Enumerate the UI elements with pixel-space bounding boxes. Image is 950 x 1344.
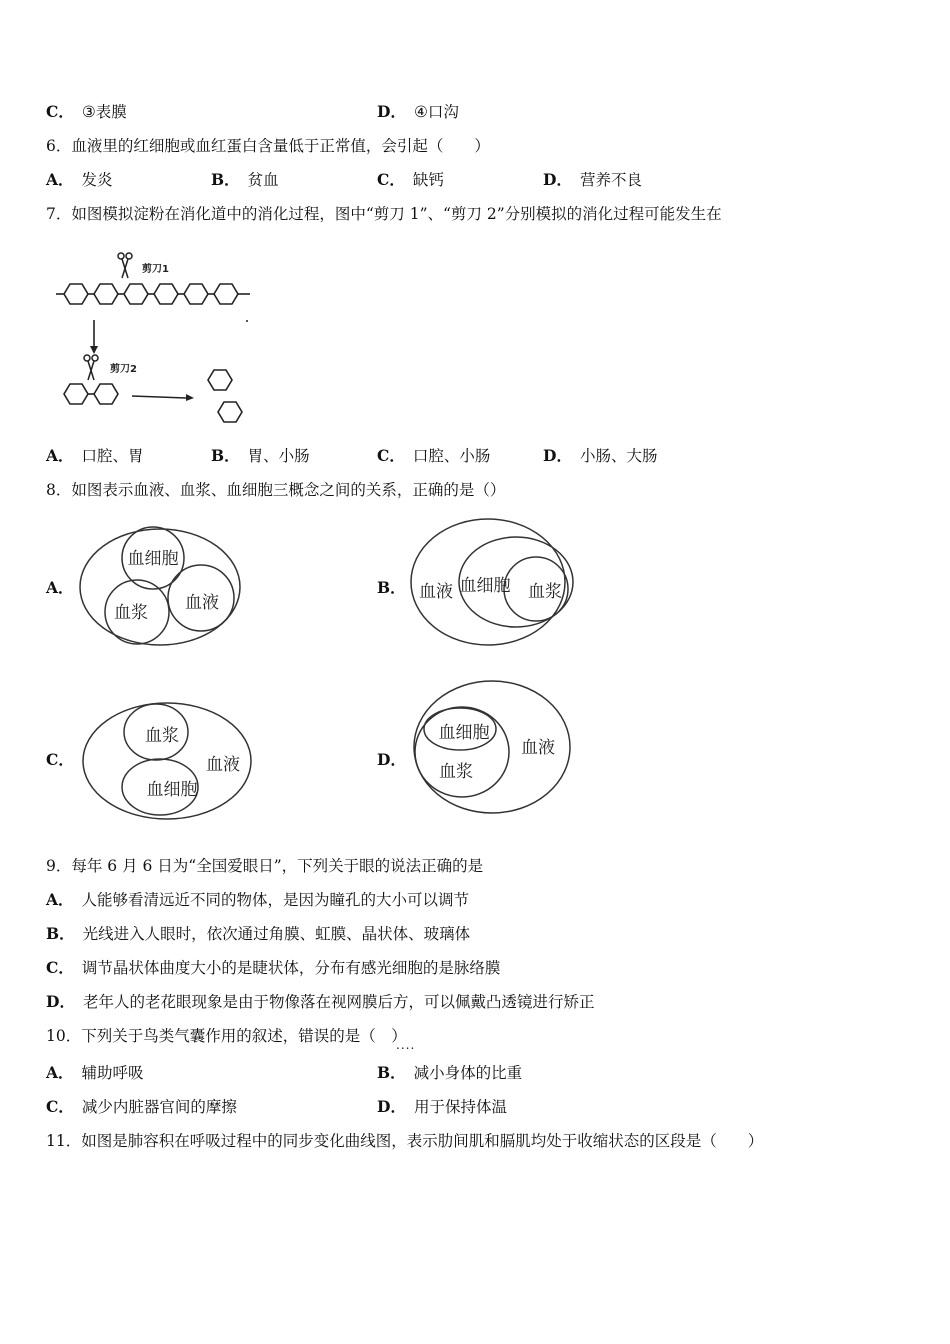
q9-option-d: D． 老年人的老花眼现象是由于物像落在视网膜后方，可以佩戴凸透镜进行矫正 [46, 992, 595, 1011]
q10-stem: 10．下列关于鸟类气囊作用的叙述，错误的是（ ） [46, 1027, 407, 1045]
q10-option-c: C． 减少内脏器官间的摩擦 [46, 1097, 237, 1116]
q8-option-d-letter: D． [377, 750, 406, 769]
diagram-b-middle-label: 血细胞 [459, 576, 511, 596]
venn-diagram-d [410, 678, 576, 816]
venn-diagram-c [80, 700, 256, 822]
scissors-icon [84, 355, 98, 380]
q7-option-d: D． 小肠、大肠 [543, 446, 658, 465]
q11-stem: 11．如图是肺容积在呼吸过程中的同步变化曲线图，表示肋间肌和膈肌均处于收缩状态的区段是（ ） [46, 1132, 764, 1150]
diagram-d-middle-label: 血浆 [439, 762, 473, 782]
scissors-icon [118, 253, 132, 278]
q10-option-d: D． 用于保持体温 [377, 1097, 507, 1116]
q9-stem: 9．每年 6 月 6 日为“全国爱眼日”，下列关于眼的说法正确的是 [46, 857, 484, 875]
diagram-a-label-2: 血浆 [114, 603, 148, 623]
diagram-d-outer-label: 血液 [521, 738, 555, 758]
q10-option-b: B． 减小身体的比重 [377, 1063, 523, 1082]
diagram-a-label-1: 血细胞 [127, 549, 179, 569]
diagram-c-bottom-label: 血细胞 [146, 780, 198, 800]
q6-option-a: A． 发炎 [46, 170, 113, 189]
venn-diagram-a [78, 526, 244, 648]
diagram-b-outer-label: 血液 [419, 582, 453, 602]
q9-option-b: B． 光线进入人眼时，依次通过角膜、虹膜、晶状体、玻璃体 [46, 924, 471, 943]
starch-digestion-figure [52, 244, 262, 434]
q5-option-c: C． ③表膜 [46, 102, 127, 121]
diagram-b-inner-label: 血浆 [528, 582, 562, 602]
diagram-d-inner-label: 血细胞 [438, 723, 490, 743]
q6-option-c: C． 缺钙 [377, 170, 444, 189]
q7-option-b: B． 胃、小肠 [211, 446, 310, 465]
q8-option-a-letter: A． [46, 578, 74, 597]
diagram-a-label-3: 血液 [185, 593, 219, 613]
scissors2-label: 剪刀2 [110, 364, 137, 375]
q7-option-c: C． 口腔、小肠 [377, 446, 491, 465]
q8-stem: 8．如图表示血液、血浆、血细胞三概念之间的关系，正确的是（） [46, 481, 506, 499]
diagram-c-outer-label: 血液 [206, 755, 240, 775]
q8-option-b-letter: B． [377, 578, 406, 597]
q7-stem: 7．如图模拟淀粉在消化道中的消化过程，图中“剪刀 1”、“剪刀 2”分别模拟的消化过程可能发生在 [46, 205, 722, 223]
q5-option-d: D． ④口沟 [377, 102, 459, 121]
scissors1-label: 剪刀1 [142, 264, 169, 275]
q10-option-a: A． 辅助呼吸 [46, 1063, 144, 1082]
q6-stem: 6．血液里的红细胞或血红蛋白含量低于正常值，会引起（ ） [46, 137, 490, 155]
q7-option-a: A． 口腔、胃 [46, 446, 144, 465]
q9-option-a: A． 人能够看清远近不同的物体，是因为瞳孔的大小可以调节 [46, 890, 470, 909]
venn-diagram-b [410, 516, 576, 648]
q9-option-c: C． 调节晶状体曲度大小的是睫状体，分布有感光细胞的是脉络膜 [46, 958, 501, 977]
q8-option-c-letter: C． [46, 750, 74, 769]
q10-emphasis-dots: .... [396, 1038, 416, 1052]
diagram-c-top-label: 血浆 [145, 726, 179, 746]
q6-option-d: D． 营养不良 [543, 170, 642, 189]
q6-option-b: B． 贫血 [211, 170, 279, 189]
